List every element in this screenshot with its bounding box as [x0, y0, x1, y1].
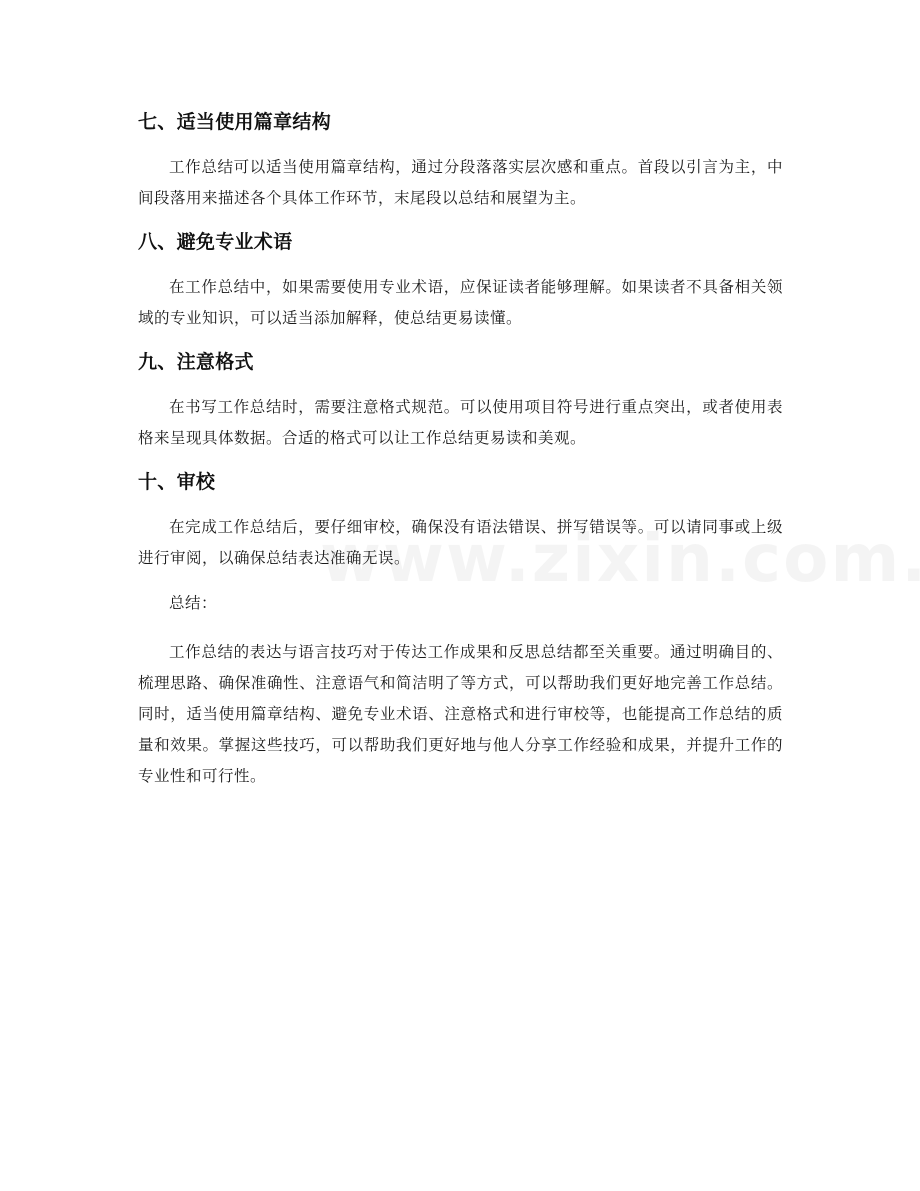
section-title: 八、避免专业术语 — [138, 231, 293, 253]
section-9 — [138, 348, 783, 454]
section-paragraph: 工作总结可以适当使用篇章结构，通过分段落落实层次感和重点。首段以引言为主，中间段落用来描述各个具体工作环节，末尾段以总结和展望为主。 — [138, 158, 783, 207]
section-title: 七、适当使用篇章结构 — [138, 111, 332, 133]
section-paragraph: 在书写工作总结时，需要注意格式规范。可以使用项目符号进行重点突出，或者使用表格来呈现具体数据。合适的格式可以让工作总结更易读和美观。 — [138, 398, 783, 447]
summary-paragraph: 工作总结的表达与语言技巧对于传达工作成果和反思总结都至关重要。通过明确目的、梳理思路、确保准确性、注意语气和简洁明了等方式，可以帮助我们更好地完善工作总结。同时，适当使用篇章结构、避免专业术语、注意格式和进行审校等，也能提高工作总结的质量和效果。掌握这些技巧，可以帮助我们更好地与他人分享工作经验和成果，并提升工作的专业性和可行性。 — [138, 643, 783, 785]
section-paragraph: 在完成工作总结后，要仔细审校，确保没有语法错误、拼写错误等。可以请同事或上级进行审阅，以确保总结表达准确无误。 — [138, 518, 783, 567]
document-page — [138, 108, 783, 806]
section-title: 九、注意格式 — [138, 351, 254, 373]
section-10 — [138, 468, 783, 574]
section-title: 十、审校 — [138, 471, 216, 493]
section-8 — [138, 228, 783, 334]
section-7 — [138, 108, 783, 214]
summary-label: 总结： — [169, 594, 218, 612]
section-paragraph: 在工作总结中，如果需要使用专业术语，应保证读者能够理解。如果读者不具备相关领域的专业知识，可以适当添加解释，使总结更易读懂。 — [138, 278, 783, 327]
